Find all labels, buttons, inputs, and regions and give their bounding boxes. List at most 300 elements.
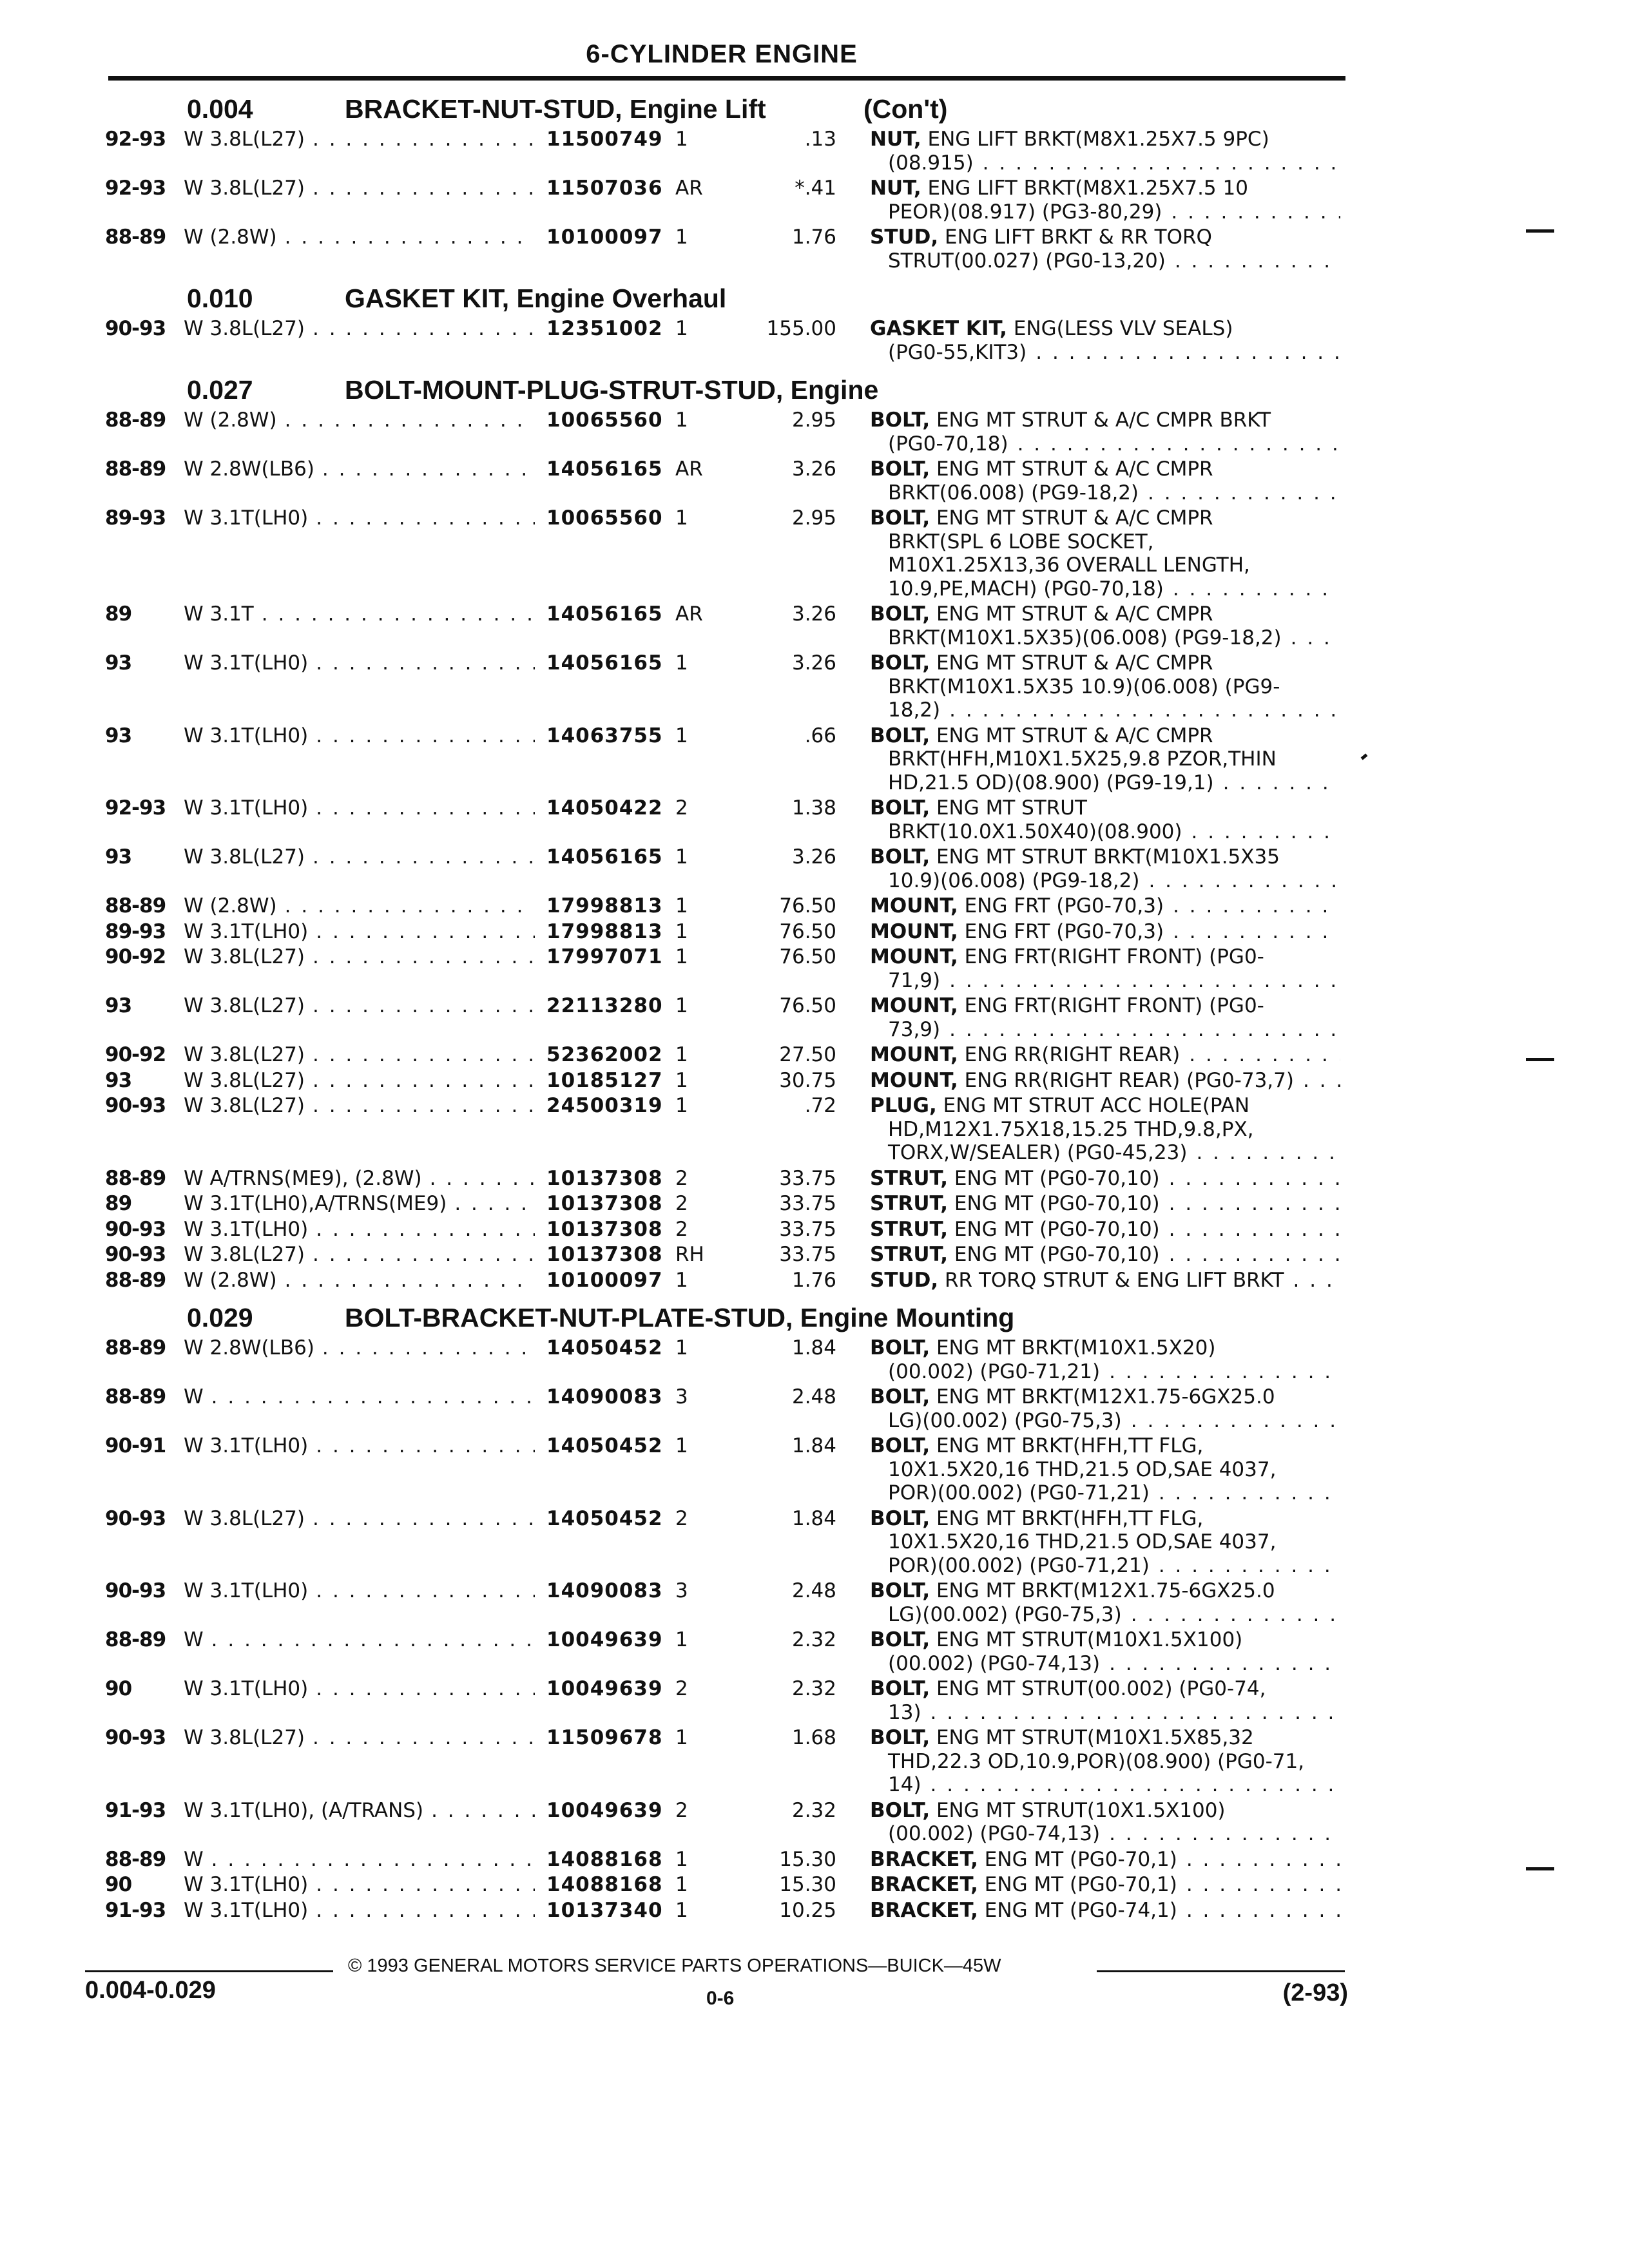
application-text: W A/TRNS(ME9), (2.8W) — [184, 1166, 422, 1190]
description-text: BOLT, ENG MT STRUT & A/C CMPR — [870, 457, 1213, 481]
description-text: (00.002) (PG0-74,13) — [888, 1651, 1101, 1675]
part-row — [0, 1192, 1629, 1218]
description-line — [870, 1409, 1340, 1433]
description-text: BRACKET, ENG MT (PG0-74,1) — [870, 1898, 1177, 1922]
quantity: AR — [675, 602, 703, 626]
part-number: 14056165 — [546, 457, 663, 481]
application-text: W 3.1T(LH0) — [184, 1873, 309, 1896]
dot-leader — [316, 1434, 535, 1458]
part-number: 24500319 — [546, 1094, 663, 1117]
description-line — [870, 1873, 1340, 1897]
application-text: W 3.8L(L27) — [184, 1043, 305, 1066]
price: 10.25 — [779, 1898, 836, 1922]
application-text: W 3.8L(L27) — [184, 1726, 305, 1749]
quantity: 1 — [675, 1068, 688, 1092]
application — [184, 457, 535, 481]
application — [184, 226, 535, 249]
item-keyword: BRACKET, — [870, 1847, 978, 1871]
description-line — [870, 1652, 1340, 1676]
application-text: W — [184, 1847, 204, 1871]
dot-leader — [1303, 1069, 1340, 1093]
part-description — [870, 1094, 1340, 1165]
dot-leader — [1191, 820, 1340, 844]
dot-leader — [949, 969, 1340, 993]
part-number: 14063755 — [546, 724, 663, 747]
dot-leader — [1189, 1043, 1340, 1067]
description-text: BRKT(SPL 6 LOBE SOCKET, — [888, 530, 1154, 553]
model-years: 92-93 — [105, 177, 166, 200]
part-description — [870, 602, 1340, 649]
description-text: 18,2) — [888, 698, 941, 722]
application-text: W 3.1T(LH0), (A/TRANS) — [184, 1798, 424, 1822]
part-row — [0, 1243, 1629, 1269]
quantity: 2 — [675, 1798, 688, 1822]
part-row — [0, 920, 1629, 946]
description-text: 10.9,PE,MACH) (PG0-70,18) — [888, 577, 1164, 601]
dot-leader — [983, 151, 1340, 175]
part-number: 17998813 — [546, 894, 663, 918]
application — [184, 1848, 535, 1872]
dot-leader — [1131, 1409, 1340, 1433]
dot-leader — [316, 1677, 535, 1701]
part-description — [870, 1434, 1340, 1505]
item-keyword: BOLT, — [870, 724, 930, 747]
application-text: W 3.8L(L27) — [184, 945, 305, 968]
description-line — [870, 969, 1340, 993]
description-text: BOLT, ENG MT STRUT & A/C CMPR — [870, 602, 1213, 626]
description-line — [870, 1141, 1340, 1165]
section-code: 0.010 — [187, 284, 253, 313]
quantity: 1 — [675, 1898, 688, 1922]
application — [184, 1507, 535, 1531]
description-text: M10X1.25X13,36 OVERALL LENGTH, — [888, 553, 1250, 577]
dot-leader — [313, 128, 535, 151]
part-number: 14088168 — [546, 1873, 663, 1896]
description-line — [870, 1360, 1340, 1384]
application-text: W 3.1T(LH0) — [184, 651, 309, 675]
description-text: LG)(00.002) (PG0-75,3) — [888, 1408, 1122, 1432]
dot-leader — [285, 894, 535, 918]
model-years: 93 — [105, 724, 132, 747]
dot-leader — [316, 1873, 535, 1897]
description-text: NUT, ENG LIFT BRKT(M8X1.25X7.5 10 — [870, 177, 1248, 200]
part-row — [0, 945, 1629, 994]
item-keyword: PLUG, — [870, 1094, 937, 1117]
application — [184, 796, 535, 820]
description-line — [870, 845, 1340, 869]
description-line — [870, 408, 1340, 432]
description-text: STRUT, ENG MT (PG0-70,10) — [870, 1217, 1160, 1241]
description-text: 10X1.5X20,16 THD,21.5 OD,SAE 4037, — [888, 1530, 1277, 1553]
description-text: (08.915) — [888, 151, 974, 175]
dot-leader — [1223, 771, 1340, 795]
part-row — [0, 1726, 1629, 1799]
part-number: 14090083 — [546, 1385, 663, 1408]
item-keyword: STRUT, — [870, 1192, 949, 1215]
part-number: 14050422 — [546, 796, 663, 820]
part-description — [870, 1069, 1340, 1093]
application-text: W — [184, 1628, 204, 1651]
description-text: MOUNT, ENG RR(RIGHT REAR) — [870, 1043, 1181, 1066]
price: 2.95 — [791, 506, 836, 530]
description-text: BOLT, ENG MT STRUT BRKT(M10X1.5X35 — [870, 845, 1280, 869]
quantity: 2 — [675, 1506, 688, 1530]
price: 76.50 — [779, 894, 836, 918]
part-number: 52362002 — [546, 1043, 663, 1066]
model-years: 90-92 — [105, 1043, 166, 1066]
quantity: 1 — [675, 724, 688, 747]
price: 1.76 — [791, 1268, 836, 1292]
quantity: AR — [675, 177, 703, 200]
quantity: 1 — [675, 1873, 688, 1896]
quantity: 1 — [675, 1628, 688, 1651]
dot-leader — [1159, 1481, 1340, 1505]
dot-leader — [211, 1628, 535, 1652]
part-row — [0, 1579, 1629, 1628]
item-keyword: BOLT, — [870, 457, 930, 481]
quantity: 1 — [675, 651, 688, 675]
description-text: 13) — [888, 1700, 921, 1724]
price: 2.32 — [791, 1628, 836, 1651]
application-text: W (2.8W) — [184, 226, 277, 249]
part-number: 17997071 — [546, 945, 663, 968]
application-text: W 3.1T(LH0) — [184, 796, 309, 820]
part-description — [870, 1192, 1340, 1216]
part-number: 10100097 — [546, 226, 663, 249]
application-text: W — [184, 1385, 204, 1408]
item-keyword: BOLT, — [870, 845, 930, 869]
part-row — [0, 1799, 1629, 1848]
model-years: 93 — [105, 651, 132, 675]
model-years: 90-92 — [105, 945, 166, 968]
description-line — [870, 1603, 1340, 1627]
description-line — [870, 530, 1340, 554]
part-number: 10100097 — [546, 1268, 663, 1292]
dot-leader — [1109, 1652, 1340, 1676]
part-number: 14050452 — [546, 1336, 663, 1360]
quantity: 1 — [675, 226, 688, 249]
part-description — [870, 1167, 1340, 1191]
quantity: 2 — [675, 796, 688, 820]
part-number: 10065560 — [546, 408, 663, 432]
dot-leader — [313, 1243, 535, 1267]
dot-leader — [1173, 577, 1340, 601]
description-text: BOLT, ENG MT STRUT(00.002) (PG0-74, — [870, 1677, 1266, 1700]
model-years: 90-93 — [105, 1579, 166, 1602]
description-line — [870, 1336, 1340, 1360]
price: 76.50 — [779, 919, 836, 943]
application-text: W 3.1T(LH0) — [184, 1434, 309, 1457]
part-row — [0, 1094, 1629, 1167]
dot-leader — [1148, 869, 1340, 893]
part-number: 14056165 — [546, 602, 663, 626]
model-years: 88-89 — [105, 1628, 166, 1651]
description-line — [870, 341, 1340, 365]
application — [184, 1434, 535, 1458]
model-years: 91-93 — [105, 1898, 166, 1922]
description-line — [870, 820, 1340, 844]
part-description — [870, 317, 1340, 364]
part-number: 10137308 — [546, 1192, 663, 1215]
dot-leader — [1293, 1269, 1340, 1293]
application — [184, 1336, 535, 1360]
part-number: 17998813 — [546, 919, 663, 943]
part-row — [0, 1336, 1629, 1385]
description-text: MOUNT, ENG FRT (PG0-70,3) — [870, 919, 1164, 943]
part-row — [0, 457, 1629, 506]
item-keyword: MOUNT, — [870, 994, 958, 1017]
part-row — [0, 408, 1629, 457]
application-text: W 3.8L(L27) — [184, 1243, 305, 1266]
section-title: BRACKET-NUT-STUD, Engine Lift — [345, 94, 766, 124]
dot-leader — [313, 945, 535, 969]
dot-leader — [262, 602, 535, 626]
continued-label: (Con't) — [863, 94, 948, 124]
description-line — [870, 1167, 1340, 1191]
description-line — [870, 317, 1340, 341]
model-years: 89 — [105, 1192, 132, 1215]
description-line — [870, 1530, 1340, 1554]
item-keyword: BOLT, — [870, 1628, 930, 1651]
item-keyword: BOLT, — [870, 1434, 930, 1457]
description-text: MOUNT, ENG FRT(RIGHT FRONT) (PG0- — [870, 994, 1264, 1017]
footer-rule — [1097, 1970, 1345, 1972]
quantity: 2 — [675, 1217, 688, 1241]
item-keyword: MOUNT, — [870, 1043, 958, 1066]
price: 27.50 — [779, 1043, 836, 1066]
application-text: W 3.8L(L27) — [184, 1094, 305, 1117]
application — [184, 1677, 535, 1701]
price: 33.75 — [779, 1192, 836, 1215]
quantity: 2 — [675, 1192, 688, 1215]
item-keyword: MOUNT, — [870, 945, 958, 968]
part-row — [0, 894, 1629, 920]
application-text: W 3.1T(LH0) — [184, 724, 309, 747]
description-text: PLUG, ENG MT STRUT ACC HOLE(PAN — [870, 1094, 1250, 1117]
description-text: BOLT, ENG MT STRUT(10X1.5X100) — [870, 1798, 1226, 1822]
item-keyword: BOLT, — [870, 1506, 930, 1530]
description-text: 71,9) — [888, 968, 941, 992]
part-description — [870, 1726, 1340, 1797]
description-text: BRACKET, ENG MT (PG0-70,1) — [870, 1873, 1177, 1896]
description-line — [870, 602, 1340, 626]
part-description — [870, 1385, 1340, 1432]
price: 30.75 — [779, 1068, 836, 1092]
part-row — [0, 1677, 1629, 1726]
model-years: 88-89 — [105, 408, 166, 432]
description-text: GASKET KIT, ENG(LESS VLV SEALS) — [870, 317, 1233, 340]
application — [184, 1628, 535, 1652]
description-line — [870, 1848, 1340, 1872]
model-years: 88-89 — [105, 1385, 166, 1408]
part-description — [870, 1218, 1340, 1242]
price: .13 — [804, 128, 836, 151]
item-keyword: MOUNT, — [870, 919, 958, 943]
description-line — [870, 128, 1340, 151]
parts-list — [0, 85, 1629, 1924]
part-number: 14050452 — [546, 1506, 663, 1530]
dot-leader — [930, 1701, 1340, 1725]
dot-leader — [322, 1336, 535, 1360]
part-row — [0, 1899, 1629, 1925]
part-number: 11507036 — [546, 177, 663, 200]
model-years: 88-89 — [105, 1847, 166, 1871]
quantity: RH — [675, 1243, 704, 1266]
description-line — [870, 1701, 1340, 1725]
part-row — [0, 845, 1629, 894]
price: 1.84 — [791, 1506, 836, 1530]
part-description — [870, 177, 1340, 224]
part-number: 12351002 — [546, 317, 663, 340]
part-number: 10065560 — [546, 506, 663, 530]
application — [184, 1726, 535, 1750]
model-years: 90-93 — [105, 1217, 166, 1241]
dot-leader — [1109, 1822, 1340, 1846]
application — [184, 724, 535, 748]
part-description — [870, 1848, 1340, 1872]
description-line — [870, 945, 1340, 969]
part-row — [0, 1269, 1629, 1294]
dot-leader — [313, 177, 535, 200]
description-text: PEOR)(08.917) (PG3-80,29) — [888, 200, 1162, 224]
quantity: 1 — [675, 1094, 688, 1117]
description-line — [870, 1554, 1340, 1578]
part-row — [0, 1628, 1629, 1677]
description-line — [870, 1773, 1340, 1797]
footer-rule — [85, 1970, 333, 1972]
item-keyword: BOLT, — [870, 651, 930, 675]
description-line — [870, 1243, 1340, 1267]
part-row — [0, 226, 1629, 274]
application — [184, 1873, 535, 1897]
application-text: W 3.8L(L27) — [184, 177, 305, 200]
description-text: (00.002) (PG0-71,21) — [888, 1360, 1101, 1383]
item-keyword: BOLT, — [870, 408, 930, 432]
dot-leader — [313, 845, 535, 869]
price: 2.48 — [791, 1579, 836, 1602]
part-description — [870, 506, 1340, 601]
price: 3.26 — [791, 845, 836, 869]
quantity: 1 — [675, 1434, 688, 1457]
application — [184, 894, 535, 918]
description-line — [870, 675, 1340, 699]
description-text: MOUNT, ENG FRT(RIGHT FRONT) (PG0- — [870, 945, 1264, 968]
quantity: 1 — [675, 894, 688, 918]
dot-leader — [1175, 249, 1340, 273]
part-number: 10049639 — [546, 1628, 663, 1651]
part-row — [0, 1385, 1629, 1434]
item-keyword: BOLT, — [870, 1579, 930, 1602]
description-text: STUD, ENG LIFT BRKT & RR TORQ — [870, 226, 1212, 249]
model-years: 90-93 — [105, 1094, 166, 1117]
description-text: BRKT(HFH,M10X1.5X25,9.8 PZOR,THIN — [888, 747, 1277, 771]
part-row — [0, 128, 1629, 177]
dot-leader — [316, 506, 535, 530]
part-description — [870, 128, 1340, 175]
price: 33.75 — [779, 1166, 836, 1190]
application — [184, 845, 535, 869]
part-description — [870, 1799, 1340, 1846]
description-text: BRACKET, ENG MT (PG0-70,1) — [870, 1847, 1177, 1871]
description-line — [870, 1628, 1340, 1652]
price: 1.38 — [791, 796, 836, 820]
model-years: 90-93 — [105, 1726, 166, 1749]
description-text: BOLT, ENG MT STRUT(M10X1.5X100) — [870, 1628, 1243, 1651]
price: 33.75 — [779, 1217, 836, 1241]
price: 2.32 — [791, 1677, 836, 1700]
application — [184, 1192, 535, 1216]
model-years: 90-91 — [105, 1434, 166, 1457]
description-text: 10X1.5X20,16 THD,21.5 OD,SAE 4037, — [888, 1457, 1277, 1481]
quantity: AR — [675, 457, 703, 481]
description-text: 73,9) — [888, 1017, 941, 1041]
description-text: (PG0-55,KIT3) — [888, 340, 1027, 364]
model-years: 88-89 — [105, 226, 166, 249]
application-text: W 3.1T(LH0) — [184, 919, 309, 943]
item-keyword: STRUT, — [870, 1166, 949, 1190]
dot-leader — [316, 920, 535, 944]
price: 76.50 — [779, 945, 836, 968]
model-years: 89 — [105, 602, 132, 626]
part-description — [870, 796, 1340, 843]
part-row — [0, 317, 1629, 366]
description-text: STRUT(00.027) (PG0-13,20) — [888, 249, 1166, 273]
part-description — [870, 1243, 1340, 1267]
description-text: POR)(00.002) (PG0-71,21) — [888, 1553, 1150, 1577]
quantity: 2 — [675, 1677, 688, 1700]
price: 1.84 — [791, 1434, 836, 1457]
section-title: BOLT-MOUNT-PLUG-STRUT-STUD, Engine — [345, 375, 879, 405]
dot-leader — [316, 1579, 535, 1603]
item-keyword: BOLT, — [870, 1726, 930, 1749]
dot-leader — [1291, 626, 1340, 650]
quantity: 1 — [675, 317, 688, 340]
description-line — [870, 747, 1340, 771]
application-text: W 3.8L(L27) — [184, 128, 305, 151]
description-line — [870, 1094, 1340, 1118]
dot-leader — [1173, 894, 1340, 918]
dot-leader — [316, 1899, 535, 1923]
application-text: W 2.8W(LB6) — [184, 457, 314, 481]
dot-leader — [285, 408, 535, 432]
dot-leader — [285, 226, 535, 249]
quantity: 1 — [675, 1268, 688, 1292]
description-line — [870, 1677, 1340, 1701]
description-text: 10.9)(06.008) (PG9-18,2) — [888, 869, 1140, 892]
description-line — [870, 1799, 1340, 1823]
dot-leader — [316, 796, 535, 820]
quantity: 1 — [675, 919, 688, 943]
model-years: 88-89 — [105, 1336, 166, 1360]
description-text: BOLT, ENG MT STRUT(M10X1.5X85,32 — [870, 1726, 1254, 1749]
part-number: 10185127 — [546, 1068, 663, 1092]
part-number: 22113280 — [546, 994, 663, 1017]
part-description — [870, 651, 1340, 722]
dot-leader — [1169, 1192, 1340, 1216]
item-keyword: MOUNT, — [870, 1068, 958, 1092]
part-description — [870, 1336, 1340, 1383]
dot-leader — [285, 1269, 535, 1293]
model-years: 88-89 — [105, 1268, 166, 1292]
item-keyword: NUT, — [870, 128, 921, 151]
part-description — [870, 408, 1340, 456]
dot-leader — [313, 994, 535, 1018]
description-line — [870, 1579, 1340, 1603]
margin-mark — [1526, 1867, 1554, 1870]
model-years: 91-93 — [105, 1798, 166, 1822]
margin-mark — [1526, 229, 1554, 233]
part-row — [0, 1043, 1629, 1069]
